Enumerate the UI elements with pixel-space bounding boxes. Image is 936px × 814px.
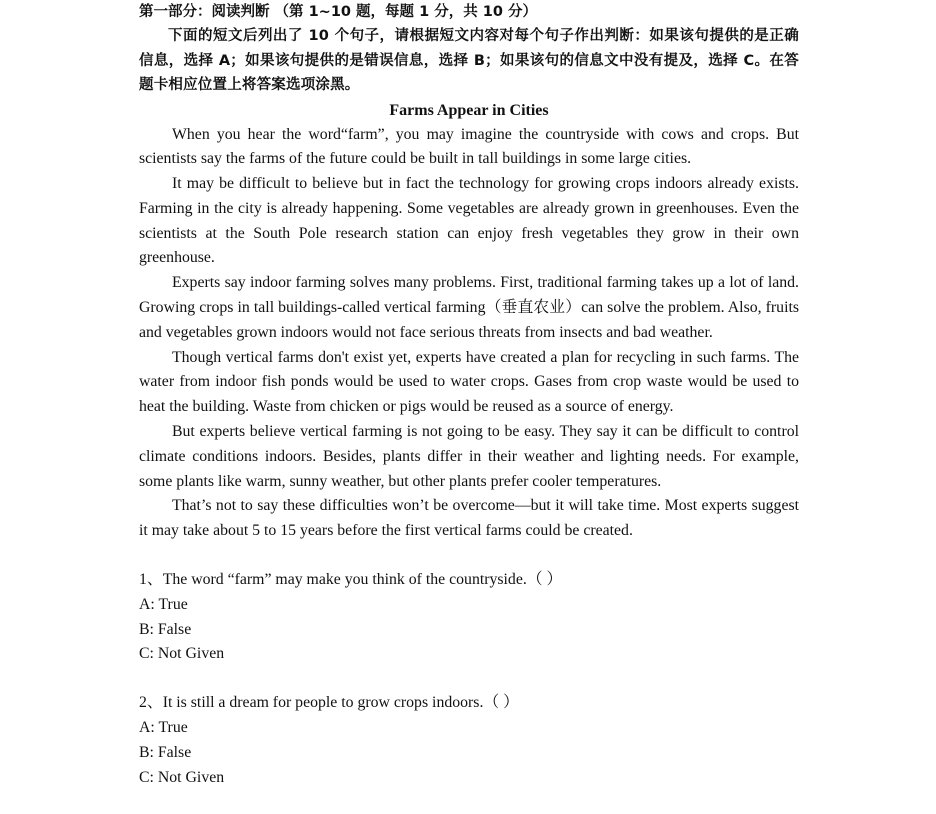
question-item <box>139 691 799 790</box>
article-body <box>139 123 799 545</box>
option-c[interactable]: C: Not Given <box>139 645 225 663</box>
option-c[interactable]: C: Not Given <box>139 768 225 786</box>
question-text: 2、It is still a dream for people to grow crops indoors.（ ） <box>139 694 519 712</box>
option-a[interactable]: A: True <box>139 719 188 737</box>
section-title: 第一部分：阅读判断 （第 1~10 题，每题 1 分，共 10 分） <box>139 4 538 20</box>
section-instructions: 下面的短文后列出了 10 个句子，请根据短文内容对每个句子作出判断：如果该句提供的是正确信息，选择 A；如果该句提供的是错误信息，选择 B；如果该句的信息文中没有提及，选择 C。在答题卡相应位置上将答案选项涂黑。 <box>139 28 799 93</box>
article-paragraph: Though vertical farms don't exist yet, experts have created a plan for recycling in such farms. The water from indoor fish ponds would be used to water crops. Gases from crop waste would be used to heat the building. Waste from chicken or pigs would be reused as a source of energy. <box>139 348 799 416</box>
option-b[interactable]: B: False <box>139 620 192 638</box>
article-title: Farms Appear in Cities <box>389 101 549 119</box>
article-paragraph: Experts say indoor farming solves many problems. First, traditional farming takes up a lot of land. Growing crops in tall buildings-called vertical farming（垂直农业）can solve the problem. Also, fruits and vegetables grown indoors would not face serious threats from insects and bad weather. <box>139 274 799 341</box>
document-page <box>139 0 799 814</box>
article-paragraph: That’s not to say these difficulties won’t be overcome—but it will take time. Most experts suggest it may take about 5 to 15 years before the first vertical farms could be created. <box>139 497 799 540</box>
option-b[interactable]: B: False <box>139 743 192 761</box>
article-paragraph: But experts believe vertical farming is not going to be easy. They say it can be difficult to control climate conditions indoors. Besides, plants differ in their weather and lighting needs. For example, some plants like warm, sunny weather, but other plants prefer cooler temperatures. <box>139 423 799 490</box>
question-item <box>139 568 799 667</box>
question-list <box>139 568 799 790</box>
article-paragraph: When you hear the word“farm”, you may imagine the countryside with cows and crops. But scientists say the farms of the future could be built in tall buildings in some large cities. <box>139 125 799 168</box>
option-a[interactable]: A: True <box>139 595 188 613</box>
article-paragraph: It may be difficult to believe but in fact the technology for growing crops indoors already exists. Farming in the city is already happening. Some vegetables are already grown in greenhouses. Even the scientists at the South Pole research station can enjoy fresh vegetables they grow in their own greenhouse. <box>139 175 799 267</box>
question-text: 1、The word “farm” may make you think of the countryside.（ ） <box>139 571 563 589</box>
